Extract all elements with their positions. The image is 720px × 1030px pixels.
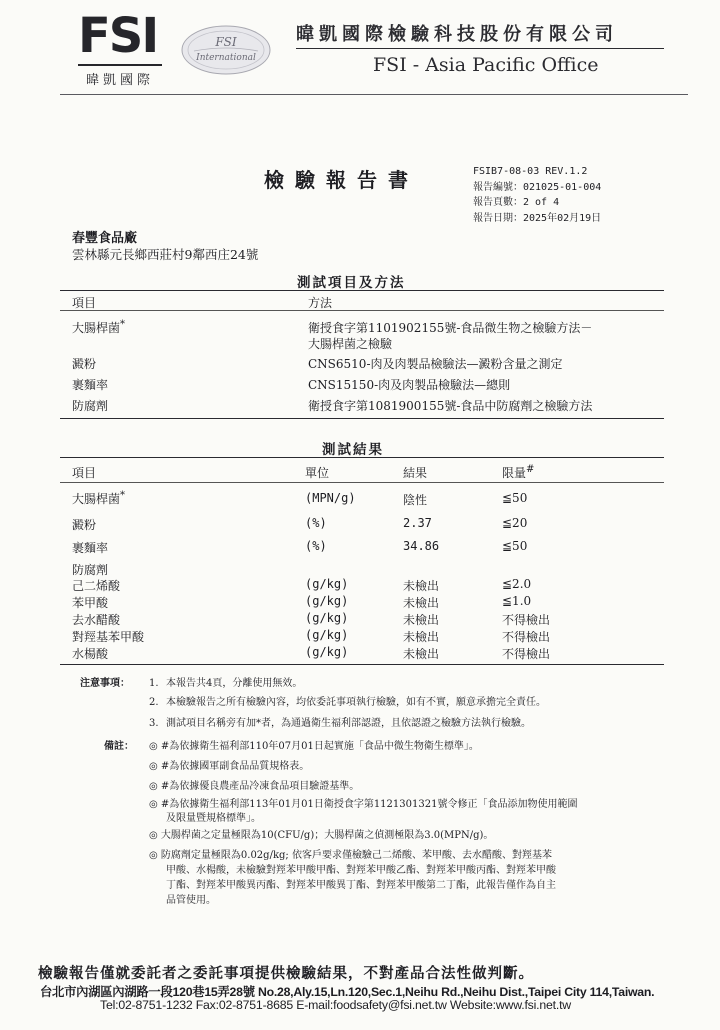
remark-line: 甲酸、水楊酸，未檢驗對羥苯甲酸甲酯、對羥苯甲酸乙酯、對羥苯甲酸丙酯、對羥苯甲酸	[166, 865, 556, 876]
result-row-item: 大腸桿菌*	[72, 490, 126, 506]
methods-col-item: 項目	[72, 296, 97, 310]
method-row-item: 防腐劑	[72, 399, 109, 413]
method-row-method: CNS15150-肉及肉製品檢驗法—總則	[308, 378, 511, 392]
company-divider	[296, 48, 664, 49]
results-section-title: 測試結果	[322, 442, 384, 458]
methods-section-title: 測試項目及方法	[297, 275, 406, 291]
result-row-limit: ≦50	[502, 491, 528, 505]
remark-line: 品管使用。	[166, 895, 216, 906]
result-row-unit: (g/kg)	[305, 577, 349, 591]
remark-line: ◎ #為依據優良農產品冷凍食品項目驗證基準。	[149, 781, 360, 792]
result-row-item: 對羥基苯甲酸	[72, 630, 145, 644]
report-date: 報告日期：2025年02月19日	[473, 212, 602, 224]
note-text: 本檢驗報告之所有檢驗內容，均依委託事項執行檢驗，如有不實，願意承擔完全責任。	[166, 697, 546, 708]
results-col-result: 結果	[403, 466, 428, 480]
result-row-unit: (g/kg)	[305, 611, 349, 625]
remark-line: ◎ 防腐劑定量極限為0.02g/kg; 依客戶要求僅檢驗己二烯酸、苯甲酸、去水醋酸、對羥基苯	[149, 850, 552, 861]
fsi-logo	[78, 8, 162, 88]
methods-col-method: 方法	[308, 296, 333, 310]
note-number: 2.	[149, 697, 159, 708]
result-row-item: 己二烯酸	[72, 579, 121, 593]
fsi-international-emblem-icon	[180, 24, 272, 76]
form-code: FSIB7-08-03 REV.1.2	[473, 166, 588, 177]
methods-bottom-rule	[60, 418, 664, 419]
result-row-result: 2.37	[403, 516, 432, 530]
results-col-item: 項目	[72, 466, 97, 480]
remark-line: 丁酯、對羥苯甲酸異丙酯、對羥苯甲酸異丁酯、對羥苯甲酸第二丁酯，此報告僅作為自主	[166, 880, 556, 891]
method-row-item: 澱粉	[72, 357, 97, 371]
report-meta	[473, 164, 601, 226]
report-page: 報告頁數：2 of 4	[473, 197, 560, 208]
results-bottom-rule	[60, 664, 664, 665]
result-row-item: 裹麵率	[72, 541, 109, 555]
method-row-method: 衛授食字第1101902155號-食品微生物之檢驗方法－	[308, 321, 593, 335]
methods-header-rule	[60, 310, 664, 311]
result-row-unit: (MPN/g)	[305, 491, 356, 505]
result-row-item: 水楊酸	[72, 647, 109, 661]
result-row-result: 未檢出	[403, 647, 440, 661]
result-row-limit: 不得檢出	[502, 630, 551, 644]
method-row-method: CNS6510-肉及肉製品檢驗法—澱粉含量之測定	[308, 357, 563, 371]
result-row-result: 未檢出	[403, 613, 440, 627]
result-row-limit: 不得檢出	[502, 613, 551, 627]
result-row-result: 未檢出	[403, 579, 440, 593]
result-row-unit: (g/kg)	[305, 645, 349, 659]
client-address: 雲林縣元長鄉西莊村9鄰西庄24號	[72, 247, 259, 262]
intl-logo-international: International	[196, 53, 256, 63]
company-name-english: FSI - Asia Pacific Office	[373, 54, 599, 76]
result-row-item: 澱粉	[72, 518, 97, 532]
remarks-label: 備註：	[104, 741, 134, 752]
fsi-logo-text: FSI	[78, 8, 158, 64]
result-row-limit: ≦2.0	[502, 577, 532, 591]
fsi-international-logo	[180, 24, 272, 76]
remark-line: ◎ #為依據衛生福利部110年07月01日起實施「食品中微生物衛生標準」。	[149, 741, 479, 752]
results-top-rule	[60, 457, 664, 458]
result-row-limit: 不得檢出	[502, 647, 551, 661]
result-row-unit: (%)	[305, 539, 327, 553]
method-row-method: 衛授食字第1081900155號-食品中防腐劑之檢驗方法	[308, 399, 593, 413]
company-name-chinese: 暐凱國際檢驗科技股份有限公司	[296, 24, 618, 45]
note-number: 3.	[149, 718, 159, 729]
notes-label: 注意事項：	[80, 678, 130, 689]
header-divider	[60, 94, 688, 95]
result-row-unit: (%)	[305, 516, 327, 530]
result-row-unit: (g/kg)	[305, 594, 349, 608]
report-title: 檢驗報告書	[264, 168, 419, 192]
result-row-result: 未檢出	[403, 630, 440, 644]
methods-top-rule	[60, 290, 664, 291]
remark-line: ◎ #為依據衛生福利部113年01月01日衛授食字第1121301321號令修正「食品添加物使用範圍	[149, 799, 578, 810]
result-row-result: 陰性	[403, 493, 428, 507]
result-row-result: 34.86	[403, 539, 440, 553]
result-row-limit: ≦50	[502, 539, 528, 553]
note-text: 本報告共4頁，分離使用無效。	[166, 678, 303, 689]
note-number: 1.	[149, 678, 159, 689]
result-row-limit: ≦1.0	[502, 594, 532, 608]
footer-disclaimer: 檢驗報告僅就委託者之委託事項提供檢驗結果，不對產品合法性做判斷。	[38, 965, 534, 982]
results-col-limit: 限量#	[502, 464, 535, 480]
method-row-item: 裹麵率	[72, 378, 109, 392]
result-row-group-label: 防腐劑	[72, 563, 109, 577]
footer-contact: Tel:02-8751-1232 Fax:02-8751-8685 E-mail:foodsafety@fsi.net.tw Website:www.fsi.net.tw	[100, 998, 571, 1012]
intl-logo-fsi: FSI	[215, 35, 237, 49]
remark-line: ◎ 大腸桿菌之定量極限為10(CFU/g)；大腸桿菌之偵測極限為3.0(MPN/g)。	[149, 830, 494, 841]
method-row-method-cont: 大腸桿菌之檢驗	[308, 337, 393, 351]
fsi-logo-chinese: 暐凱國際	[78, 64, 162, 88]
result-row-limit: ≦20	[502, 516, 528, 530]
client-name: 春豐食品廠	[72, 231, 138, 246]
result-row-unit: (g/kg)	[305, 628, 349, 642]
footer-address: 台北市內湖區內湖路一段120巷15弄28號 No.28,Aly.15,Ln.120,Sec.1,Neihu Rd.,Neihu Dist.,Taipei City 114,Taiwan.	[40, 985, 655, 999]
results-col-unit: 單位	[305, 466, 330, 480]
remark-line: 及限量暨規格標準」。	[166, 813, 261, 824]
result-row-item: 去水醋酸	[72, 613, 121, 627]
result-row-item: 苯甲酸	[72, 596, 109, 610]
results-header-rule	[60, 482, 664, 483]
report-number: 報告編號：021025-01-004	[473, 181, 602, 193]
method-row-item: 大腸桿菌*	[72, 319, 126, 335]
result-row-result: 未檢出	[403, 596, 440, 610]
note-text: 測試項目名稱旁有加*者，為通過衛生福利部認證，且依認證之檢驗方法執行檢驗。	[166, 718, 531, 729]
remark-line: ◎ #為依據國軍副食品品質規格表。	[149, 761, 310, 772]
